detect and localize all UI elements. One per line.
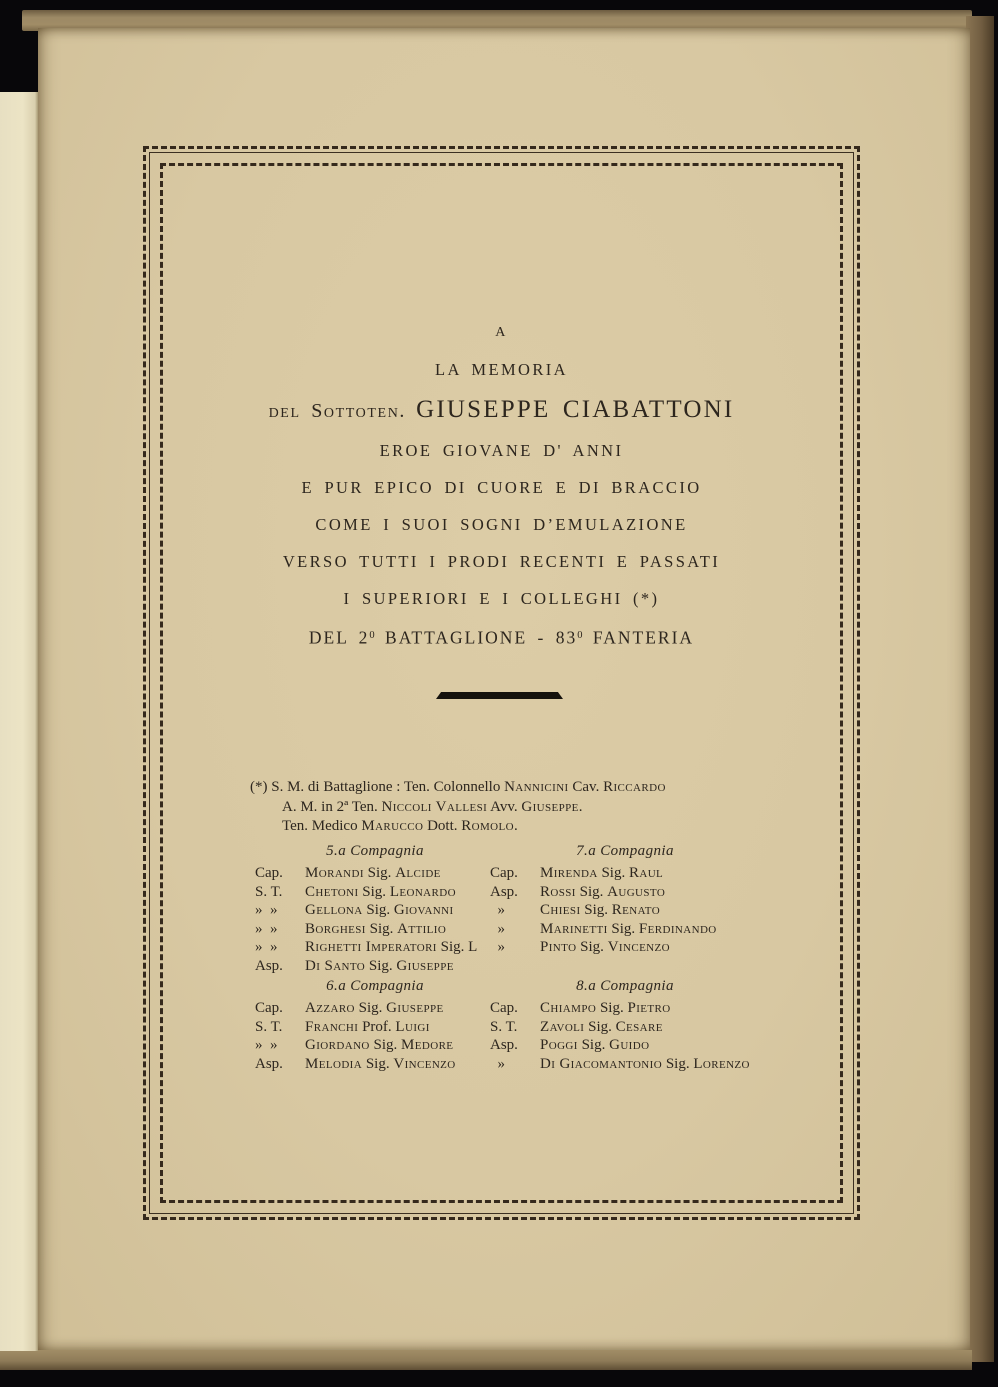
- honorific: Sig.: [362, 1055, 394, 1072]
- roster-row: [255, 1036, 495, 1055]
- surname: Marucco: [361, 818, 424, 834]
- company-roster-5a: [255, 864, 495, 976]
- honorific: Sig.: [577, 1037, 610, 1054]
- company-header-5a: 5.a Compagnia: [326, 843, 424, 859]
- honorific: Cav.: [568, 779, 604, 795]
- roster-row: [490, 999, 760, 1018]
- surname: Azzaro: [305, 1000, 355, 1016]
- rank-abbrev: Cap.: [490, 865, 518, 881]
- rank-abbrev: »: [490, 920, 505, 937]
- given-name: Giuseppe: [386, 1000, 444, 1016]
- surname: Rossi: [540, 883, 576, 900]
- surname: Borghesi: [305, 920, 366, 937]
- rank-abbrev: »: [490, 939, 505, 956]
- dedication-rank: del Sottoten.: [268, 400, 407, 422]
- company-header-6a: 6.a Compagnia: [326, 978, 424, 994]
- honorific: Sig.: [354, 1000, 387, 1016]
- footnote-text: (*) S. M. di Battaglione : Ten. Colonnello: [250, 779, 505, 795]
- roster-row: [255, 883, 495, 902]
- honorific: Sig.: [365, 920, 398, 937]
- surname: Chetoni: [305, 883, 359, 900]
- ordinal-superscript: 0: [369, 630, 375, 641]
- rank-abbrev: »: [490, 902, 505, 919]
- honorific: Sig.: [584, 1018, 616, 1035]
- rank-abbrev: » »: [255, 939, 278, 956]
- surname: Di Santo: [305, 957, 366, 974]
- given-name: Cesare: [615, 1018, 663, 1035]
- given-name: Vincenzo: [393, 1055, 456, 1072]
- rank-abbrev: » »: [255, 920, 278, 937]
- given-name: Giuseppe.: [521, 798, 583, 815]
- honorific: Dott.: [423, 818, 462, 834]
- rank-abbrev: S. T.: [255, 883, 283, 900]
- dedication-line-6: COME I SUOI SOGNI D’EMULAZIONE: [315, 515, 688, 534]
- roster-row: [255, 957, 495, 976]
- given-name: Pietro: [627, 1000, 671, 1016]
- honorific: Sig.: [607, 920, 639, 937]
- surname: Chiesi: [540, 902, 581, 919]
- given-name: Alcide: [395, 865, 441, 881]
- honorific: Sig.: [362, 902, 394, 919]
- dedication-line-2: LA MEMORIA: [435, 360, 568, 379]
- surname: Giordano: [305, 1037, 370, 1054]
- given-name: Giovanni: [393, 902, 454, 919]
- footnote-text: A. M. in 2ª Ten.: [282, 798, 382, 815]
- given-name: Attilio: [397, 920, 447, 937]
- rank-abbrev: »: [490, 1055, 505, 1072]
- company-roster-7a: [490, 864, 760, 957]
- surname: Di Giacomantonio: [540, 1055, 663, 1072]
- footnote-line: [250, 798, 795, 818]
- company-roster-8a: [490, 999, 760, 1073]
- book-page: [38, 28, 970, 1350]
- dedication-line-9-text: BATTAGLIONE - 83: [374, 627, 578, 648]
- rank-abbrev: Cap.: [490, 1000, 518, 1016]
- honorific: Sig.: [597, 865, 629, 881]
- honorific: Sig.: [358, 883, 390, 900]
- roster-row: [255, 999, 495, 1018]
- rank-abbrev: » »: [255, 902, 278, 919]
- surname: Righetti Imperatori: [305, 939, 437, 956]
- dedication-line-8: I SUPERIORI E I COLLEGHI (*): [343, 589, 660, 608]
- company-roster-6a: [255, 999, 495, 1073]
- dedication-line-4: EROE GIOVANE D' ANNI: [379, 441, 624, 460]
- rank-abbrev: Asp.: [255, 1055, 283, 1072]
- honorific: Prof.: [358, 1018, 396, 1035]
- rank-abbrev: S. T.: [490, 1018, 518, 1035]
- book-fore-edge: [966, 16, 994, 1362]
- roster-row: [490, 920, 760, 939]
- surname: Melodia: [305, 1055, 363, 1072]
- ordinal-superscript: 0: [577, 630, 583, 641]
- dedication-name: GIUSEPPE CIABATTONI: [416, 396, 735, 423]
- roster-row: [255, 1055, 495, 1074]
- given-name: L: [468, 939, 478, 956]
- rank-abbrev: Asp.: [490, 1037, 518, 1054]
- given-name: Raul: [628, 865, 664, 881]
- footnote-line: [250, 778, 795, 798]
- footnote-block: [250, 778, 795, 837]
- surname: Morandi: [305, 865, 364, 881]
- rank-abbrev: Cap.: [255, 865, 283, 881]
- given-name: Giuseppe: [396, 957, 454, 974]
- company-column-5a: [255, 841, 495, 976]
- footnote-text: Ten. Medico: [282, 818, 362, 834]
- given-name: Guido: [609, 1037, 650, 1054]
- honorific: Sig.: [596, 1000, 628, 1016]
- footnote-line: [250, 817, 795, 837]
- roster-row: [490, 938, 760, 957]
- divider-rule: [436, 692, 563, 699]
- honorific: Sig.: [363, 865, 396, 881]
- honorific: Sig.: [365, 957, 397, 974]
- dedication-line-1: A: [495, 325, 508, 340]
- roster-row: [255, 938, 495, 957]
- dedication-block: [143, 314, 860, 654]
- honorific: Sig.: [369, 1037, 402, 1054]
- honorific: Sig.: [576, 939, 608, 956]
- given-name: Renato: [611, 902, 661, 919]
- given-name: Vincenzo: [607, 939, 670, 956]
- dedication-line-9-text: FANTERIA: [582, 627, 695, 648]
- honorific: Avv.: [487, 798, 522, 815]
- honorific: Sig.: [662, 1055, 694, 1072]
- rank-abbrev: Asp.: [255, 957, 283, 974]
- roster-row: [490, 1036, 760, 1055]
- company-column-6a: [255, 976, 495, 1073]
- surname: Marinetti: [540, 920, 608, 937]
- surname: Franchi: [305, 1018, 359, 1035]
- given-name: Romolo.: [461, 818, 519, 834]
- dedication-line-9: [143, 617, 860, 654]
- surname: Nannicini: [504, 779, 569, 795]
- dedication-line-5: E PUR EPICO DI CUORE E DI BRACCIO: [301, 478, 702, 497]
- roster-row: [255, 864, 495, 883]
- honorific: Sig.: [436, 939, 469, 956]
- honorific: Sig.: [580, 902, 612, 919]
- rank-abbrev: Asp.: [490, 883, 518, 900]
- company-column-8a: [490, 976, 760, 1073]
- given-name: Luigi: [395, 1018, 430, 1035]
- roster-row: [255, 920, 495, 939]
- dedication-line-9-text: DEL 2: [308, 627, 370, 648]
- rank-abbrev: Cap.: [255, 1000, 283, 1016]
- given-name: Medore: [401, 1037, 454, 1054]
- surname: Chiampo: [540, 1000, 597, 1016]
- given-name: Riccardo: [603, 779, 666, 795]
- roster-row: [255, 1018, 495, 1037]
- surname: Mirenda: [540, 865, 598, 881]
- surname: Pinto: [540, 939, 577, 956]
- given-name: Leonardo: [389, 883, 456, 900]
- company-header-8a: 8.a Compagnia: [576, 978, 674, 994]
- company-header-7a: 7.a Compagnia: [576, 843, 674, 859]
- surname: Poggi: [540, 1037, 578, 1054]
- dedication-line-3: [143, 388, 860, 432]
- roster-row: [490, 1018, 760, 1037]
- given-name: Lorenzo: [693, 1055, 750, 1072]
- roster-row: [255, 901, 495, 920]
- given-name: Augusto: [607, 883, 666, 900]
- surname: Gellona: [305, 902, 363, 919]
- honorific: Sig.: [575, 883, 608, 900]
- roster-row: [490, 901, 760, 920]
- rank-abbrev: S. T.: [255, 1018, 283, 1035]
- roster-row: [490, 864, 760, 883]
- previous-page-edge: [0, 92, 38, 1351]
- company-column-7a: [490, 841, 760, 957]
- roster-row: [490, 1055, 760, 1074]
- book-bottom-edge: [0, 1350, 972, 1370]
- dedication-line-7: VERSO TUTTI I PRODI RECENTI E PASSATI: [282, 552, 721, 571]
- rank-abbrev: » »: [255, 1037, 278, 1054]
- surname: Niccoli Vallesi: [381, 798, 488, 815]
- roster-row: [490, 883, 760, 902]
- given-name: Ferdinando: [638, 920, 717, 937]
- surname: Zavoli: [540, 1018, 585, 1035]
